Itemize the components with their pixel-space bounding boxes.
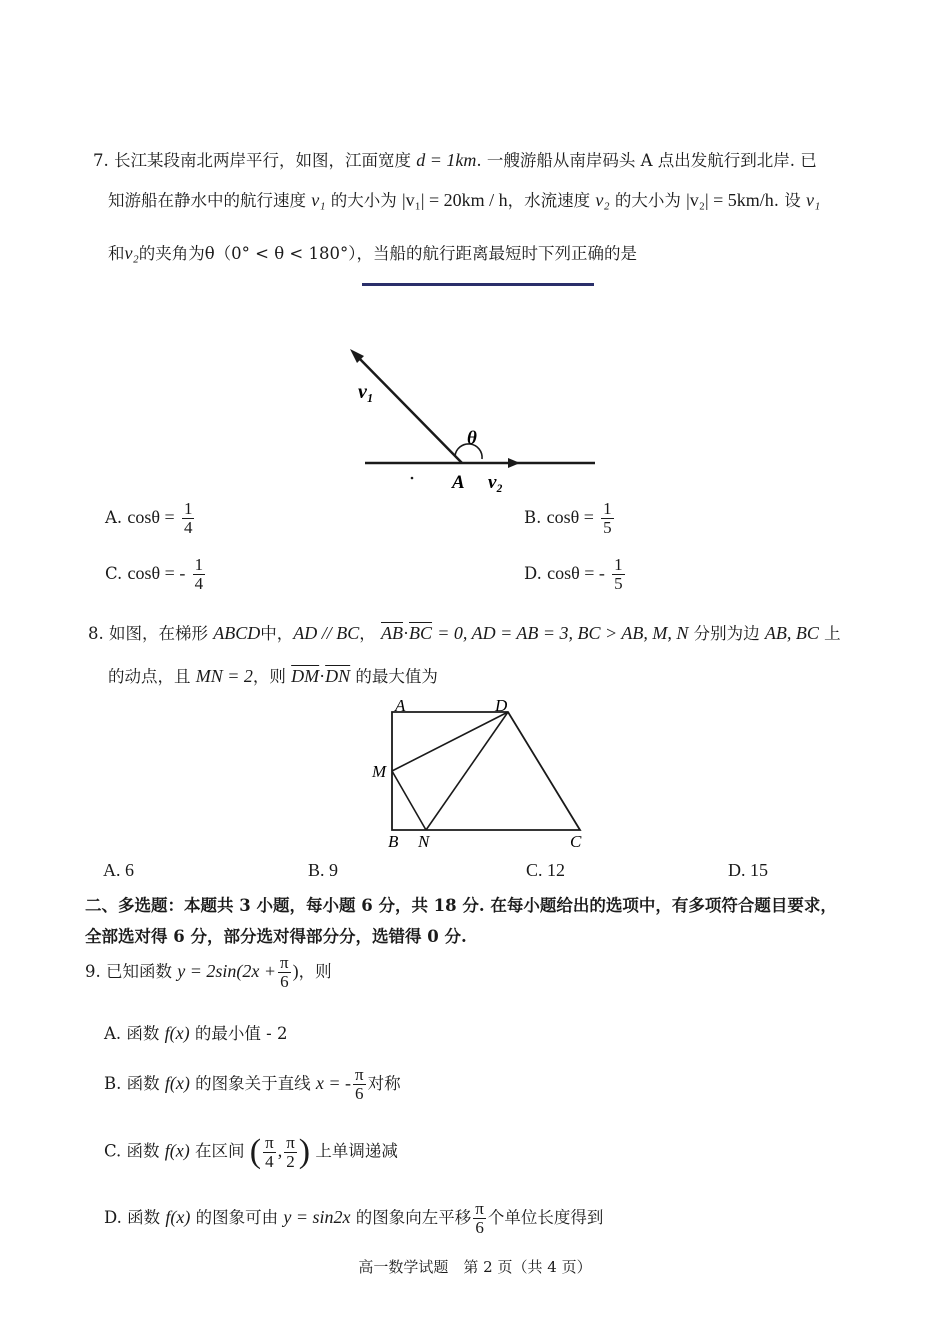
label-m: M [372,762,387,781]
segment-dm [392,712,508,771]
q9-option-a: A. 函数 f(x) 的最小值 - 2 [104,1023,288,1043]
v2-arrowhead [508,458,520,468]
q8-trapezoid-figure [365,695,595,855]
label-d: D [495,696,508,715]
trapezoid-abcd [392,712,580,830]
close-paren: ) [298,1133,311,1170]
fraction: $\frac{\pi}{6}$ [355,1065,364,1103]
v1-label: v₁ [358,381,374,403]
fraction: $\frac{1}{4}$ [183,499,193,537]
dot-mark [411,477,414,480]
q8-option-b: B. 9 [308,860,339,880]
section2-heading-line1: 二、多选题：本题共 3 小题，每小题 6 分，共 18 分. 在每小题给出的选项中，有多项符合题目要求， [85,896,837,915]
segment-dn [426,712,508,830]
open-paren: ( [249,1133,262,1170]
section2-heading-line2: 全部选对得 6 分，部分选对得部分分，选错得 0 分. [85,927,467,946]
fraction: $\frac{1}{5}$ [614,555,623,593]
theta-label: θ [467,428,477,449]
q9-option-c: C. 函数 f(x) 在区间 ( $\frac{\pi}{4}$ , $\frac{\pi}{2}$ ) 上单调递减 [104,1132,398,1171]
label-b: B [388,832,399,851]
v1-vector [355,354,462,463]
segment-mn [392,771,426,830]
label-a: A [395,696,406,715]
q7-line2: 知游船在静水中的航行速度 v₁ 的大小为 |v₁| = 20km / h，水流速度 v₂ 的大小为 |v₂| = 5km/h. 设 v₁ [108,190,821,210]
q9-stem: 9. 已知函数 y = 2sin(2x + $\frac{\pi}{6}$ )，则 [85,953,332,991]
q8-option-d: D. 15 [728,860,768,880]
answer-blank-line [362,283,594,286]
fraction: $\frac{\pi}{6}$ [280,953,289,991]
q7-option-b: B. cosθ = $\frac{1}{5}$ [524,499,612,537]
q7-line3: 和v₂的夹角为θ（0° < θ < 180°），当船的航行距离最短时下列正确的是 [108,243,637,263]
page-footer: 高一数学试题 第 2 页（共 4 页） [358,1258,592,1276]
label-n: N [418,832,430,851]
q7-option-c: C. cosθ = - $\frac{1}{4}$ [105,555,204,593]
q9-option-d: D. 函数 f(x) 的图象可由 y = sin2x 的图象向左平移 $\frac{\pi}{6}$ 个单位长度得到 [104,1199,604,1237]
fraction: $\frac{1}{5}$ [603,499,612,537]
q7-option-a: A. cosθ = $\frac{1}{4}$ [105,499,193,537]
q8-line1: 8. 如图，在梯形 ABCD中，AD // BC， $\overline{AB}\cdot\overline{BC} = 0$, AD = AB = 3, BC > AB, M, N 分别为边 AB, BC 上 [88,623,841,643]
v2-label: v₂ [488,472,504,493]
fraction: $\frac{\pi}{2}$ [286,1132,295,1171]
q8-option-a: A. 6 [103,860,134,880]
fraction: $\frac{\pi}{4}$ [265,1132,274,1171]
label-c: C [570,832,582,851]
fraction: $\frac{1}{4}$ [194,555,204,593]
q8-line2: 的动点，且 MN = 2，则 $\overline{DM}\cdot\overline{DN}$ 的最大值为 [108,666,438,686]
comma: , [277,1140,283,1161]
q7-option-d: D. cosθ = - $\frac{1}{5}$ [524,555,623,593]
q9-option-b: B. 函数 f(x) 的图象关于直线 x = - $\frac{\pi}{6}$ 对称 [104,1065,401,1103]
q7-line1: 7. 长江某段南北两岸平行，如图，江面宽度 d = 1km. 一艘游船从南岸码头 A 点出发航行到北岸. 已 [93,150,817,170]
q8-option-c: C. 12 [526,860,566,880]
q7-vector-figure [340,340,610,495]
point-a-label: A [452,472,465,493]
fraction: $\frac{\pi}{6}$ [475,1199,484,1237]
